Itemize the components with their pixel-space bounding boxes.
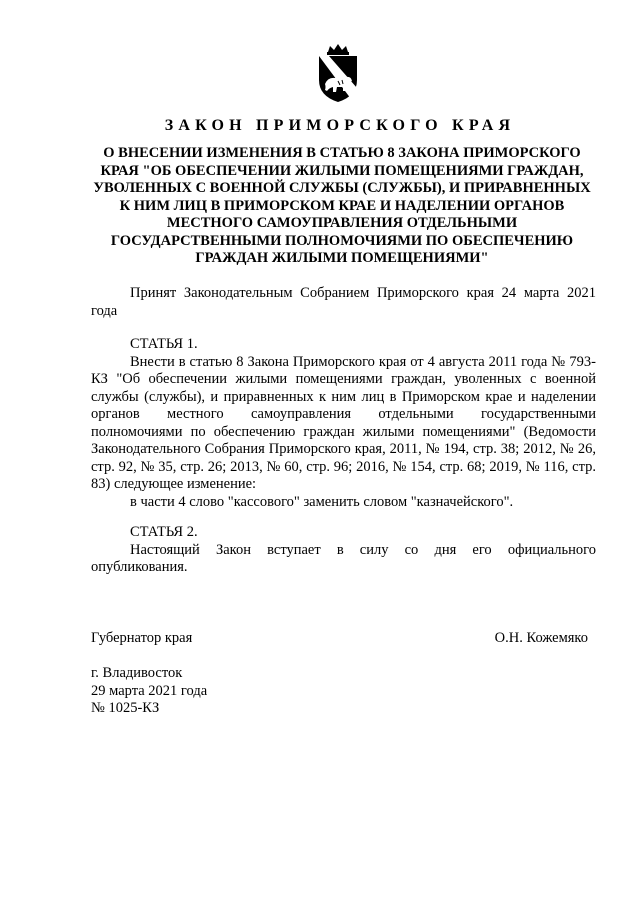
signing-date: 29 марта 2021 года: [91, 682, 208, 699]
signatory-name: О.Н. Кожемяко: [494, 630, 588, 646]
article-1-text: Внести в статью 8 Закона Приморского края от 4 августа 2011 года № 793-КЗ "Об обеспечении жилыми помещениями граждан, уволенных с военной службы (службы), и приравненных к ним лиц в Приморском крае и наделении органов местного самоуправления отдельными государственными полномочиями по обеспечению граждан жилыми помещениями" (Ведомости Законодательного Собрания Приморского края, 2011, № 194, стр. 38; 2012, № 26, стр. 92, № 35, стр. 26; 2013, № 60, стр. 96; 2016, № 154, стр. 68; 2019, № 116, стр. 83) следующее изменение:: [91, 353, 596, 492]
article-1-label: СТАТЬЯ 1.: [130, 336, 198, 352]
law-title: О ВНЕСЕНИИ ИЗМЕНЕНИЯ В СТАТЬЮ 8 ЗАКОНА ПРИМОРСКОГО КРАЯ "ОБ ОБЕСПЕЧЕНИИ ЖИЛЫМИ ПОМЕЩЕНИЯМИ ГРАЖДАН, УВОЛЕННЫХ С ВОЕННОЙ СЛУЖБЫ (СЛУЖБЫ), И ПРИРАВНЕННЫХ К НИМ ЛИЦ В ПРИМОРСКОМ КРАЕ И НАДЕЛЕНИИ ОРГАНОВ МЕСТНОГО САМОУПРАВЛЕНИЯ ОТДЕЛЬНЫМИ ГОСУДАРСТВЕННЫМИ ПОЛНОМОЧИЯМИ ПО ОБЕСПЕЧЕНИЮ ГРАЖДАН ЖИЛЫМИ ПОМЕЩЕНИЯМИ": [93, 145, 591, 266]
adopted-statement: Принят Законодательным Собранием Приморского края 24 марта 2021 года: [91, 285, 596, 319]
article-1-change: в части 4 слово "кассового" заменить словом "казначейского".: [130, 493, 514, 510]
coat-of-arms-icon: [316, 44, 360, 104]
signatory-position: Губернатор края: [91, 630, 193, 646]
article-2-text: Настоящий Закон вступает в силу со дня его официального опубликования.: [91, 541, 596, 575]
law-number: № 1025-КЗ: [91, 700, 160, 716]
city: г. Владивосток: [91, 665, 183, 681]
law-heading: ЗАКОН ПРИМОРСКОГО КРАЯ: [164, 117, 516, 134]
article-2-label: СТАТЬЯ 2.: [130, 524, 198, 540]
